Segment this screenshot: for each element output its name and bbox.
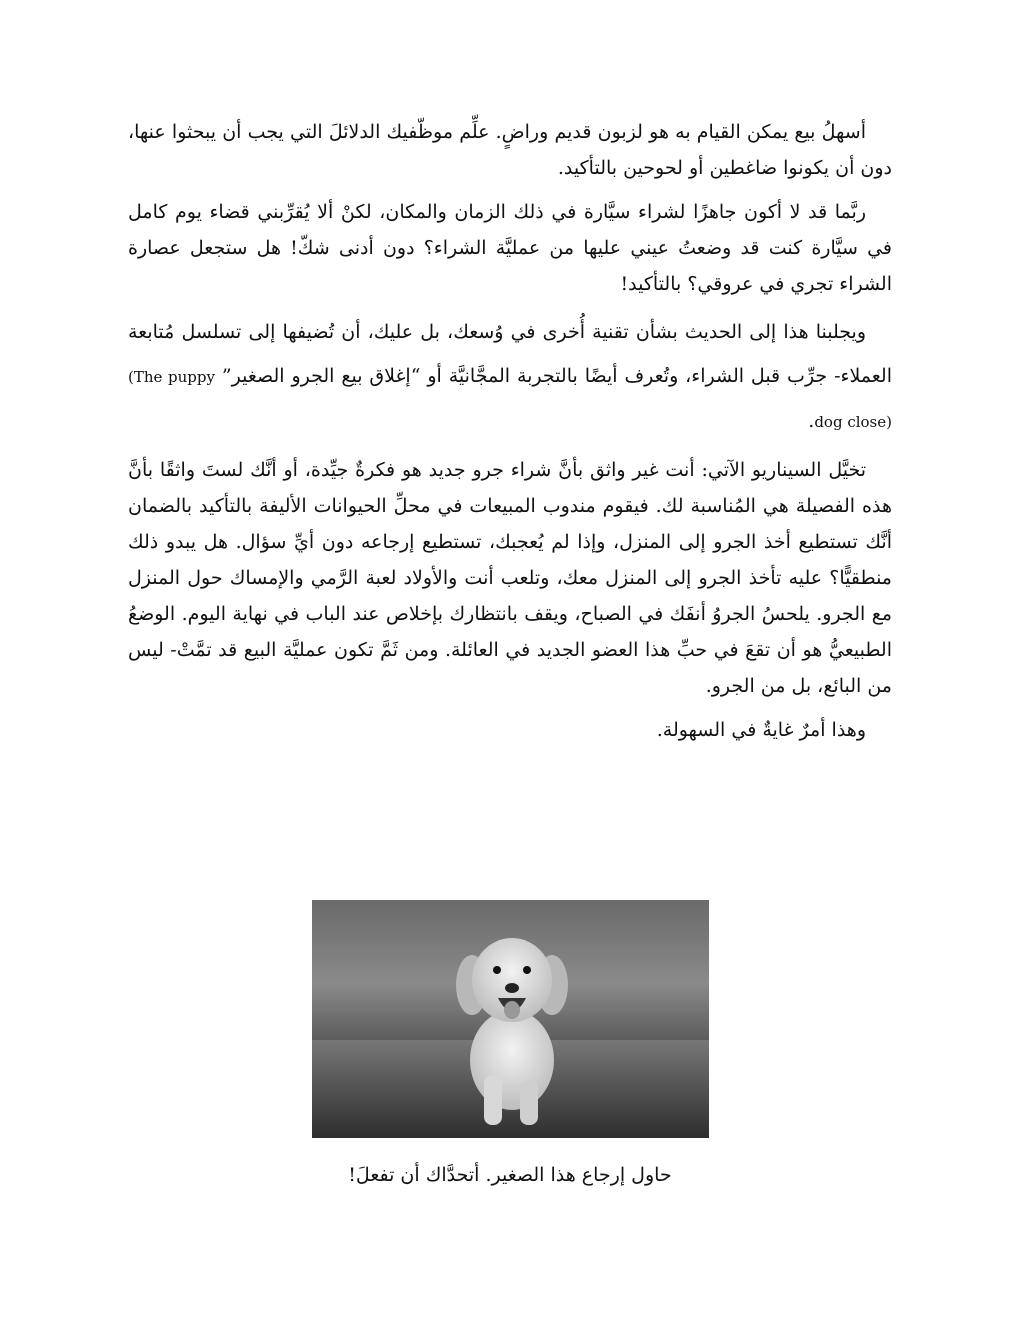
puppy-illustration (312, 900, 709, 1138)
paragraph-1: أسهلُ بيع يمكن القيام به هو لزبون قديم وراضٍ. علِّم موظّفيك الدلائلَ التي يجب أن يبحثوا عنها، دون أن يكونوا ضاغطين أو لحوحين بالتأكيد. (128, 121, 892, 179)
puppy-eye (493, 966, 501, 974)
figure-caption: حاول إرجاع هذا الصغير. أتحدَّاك أن تفعلَ! (348, 1164, 672, 1186)
puppy-tongue (504, 1001, 520, 1019)
puppy-photo (312, 900, 709, 1138)
puppy-nose (505, 983, 519, 993)
english-term: (The puppy dog close) (128, 368, 892, 431)
paragraph-3-end: . (808, 410, 815, 432)
paragraph-3 (128, 310, 892, 444)
paragraph-4: تخيَّل السيناريو الآتي: أنت غير واثق بأنَّ شراء جرو جديد هو فكرةٌ جيِّدة، أو أنَّك لستَ واثقًا بأنَّ هذه الفصيلة هي المُناسبة لك. فيقوم مندوب المبيعات في محلِّ الحيوانات الأليفة بالتأكيد بالضمان أنَّك تستطيع أخذ الجرو إلى المنزل، وإذا لم يُعجبك، تستطيع إرجاعه دون أيِّ سؤال. هل يبدو ذلك منطقيًّا؟ عليه تأخذ الجرو إلى المنزل معك، وتلعب أنت والأولاد لعبة الرَّمي والإمساك حول المنزل مع الجرو. يلحسُ الجروُ أنفَك في الصباح، ويقف بانتظارك بإخلاص عند الباب في نهاية اليوم. الوضعُ الطبيعيُّ هو أن تقعَ في حبِّ هذا العضو الجديد في العائلة. ومن ثَمَّ تكون عمليَّة البيع قد تمَّتْ- ليس من البائع، بل من الجرو. (128, 459, 892, 697)
puppy-body (470, 1010, 554, 1110)
body-text (128, 114, 892, 756)
paragraph-5: وهذا أمرٌ غايةٌ في السهولة. (656, 719, 866, 741)
puppy-eye (523, 966, 531, 974)
paragraph-3-text: ويجلبنا هذا إلى الحديث بشأن تقنية أُخرى في وُسعك، بل عليك، أن تُضيفها إلى تسلسل مُتابعة العملاء- جرِّب قبل الشراء، وتُعرف أيضًا بالتجربة المجَّانيَّة أو “إغلاق بيع الجرو الصغير” (128, 321, 892, 387)
paragraph-2: ربَّما قد لا أكون جاهزًا لشراء سيَّارة في ذلك الزمان والمكان، لكنْ ألا يُقرِّبني قضاء يوم كامل في سيَّارة كنت قد وضعتُ عيني عليها من عمليَّة الشراء؟ دون أدنى شكّ! هل ستجعل عصارة الشراء تجري في عروقي؟ بالتأكيد! (128, 201, 892, 295)
puppy-leg (484, 1075, 502, 1125)
puppy-leg (520, 1080, 538, 1125)
